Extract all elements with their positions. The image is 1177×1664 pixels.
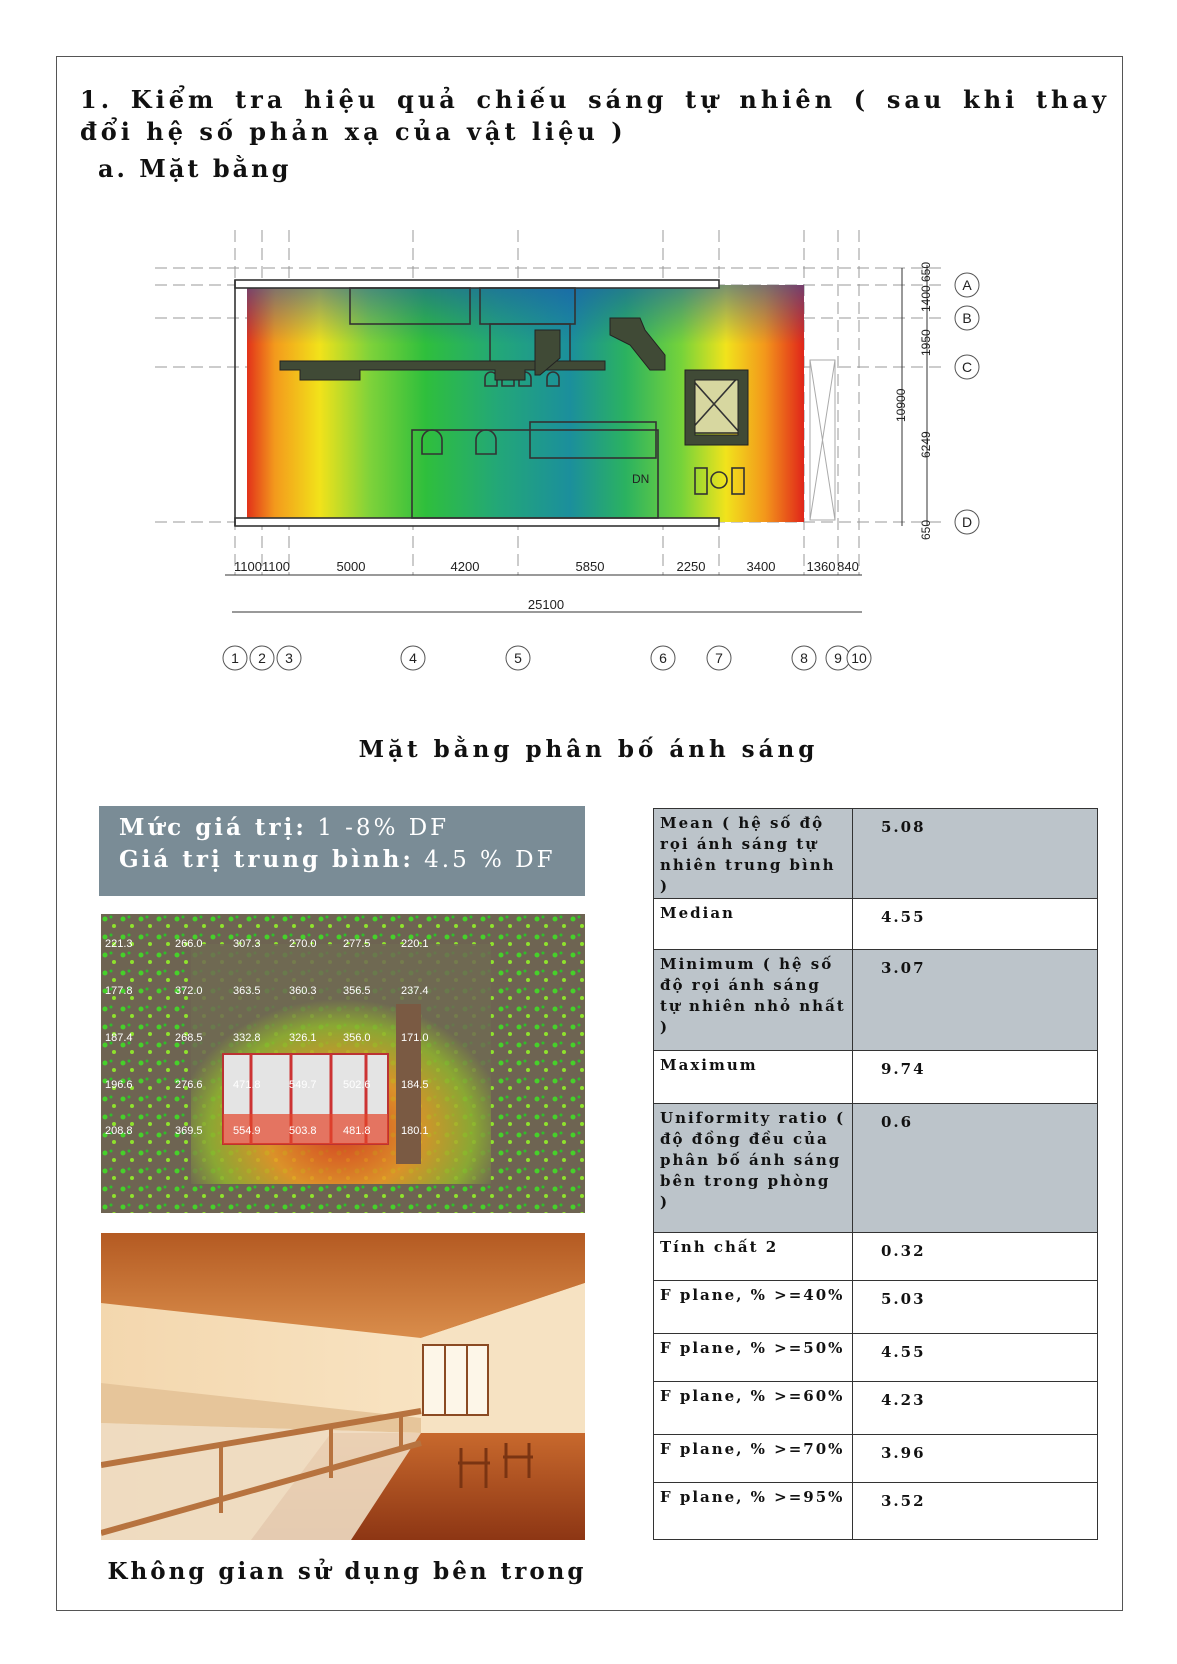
col-dim-total: 25100	[527, 597, 565, 612]
heatmap-value: 554.9	[233, 1125, 261, 1137]
stats-row	[654, 1233, 1098, 1281]
heatmap-value: 356.0	[343, 1032, 371, 1044]
stats-row	[654, 1382, 1098, 1435]
heatmap-value: 276.6	[175, 1079, 203, 1091]
col-dim: 1100	[262, 559, 290, 574]
stats-row	[654, 1051, 1098, 1104]
df-info-box	[99, 806, 585, 896]
heatmap-value: 266.0	[175, 938, 203, 950]
heatmap-value: 372.0	[175, 985, 203, 997]
heatmap-value: 237.4	[401, 985, 429, 997]
col-dim: 1360	[806, 559, 836, 574]
section-title: 1. Kiểm tra hiệu quả chiếu sáng tự nhiên ( sau khi thay đổi hệ số phản xạ của vật liệu )	[80, 85, 1110, 146]
heatmap-value: 356.5	[343, 985, 371, 997]
col-dim: 5000	[336, 559, 366, 574]
section-subtitle: a. Mặt bằng	[98, 154, 292, 183]
row-dim: 650	[919, 261, 933, 282]
stats-row	[654, 899, 1098, 950]
heatmap-value: 549.7	[289, 1079, 317, 1091]
heatmap-value: 307.3	[233, 938, 261, 950]
heatmap-value: 277.5	[343, 938, 371, 950]
axis-label-row: C	[961, 359, 973, 375]
axis-label-col: 9	[834, 650, 842, 666]
daylight-stats-table	[653, 808, 1098, 1540]
heatmap-value: 220.1	[401, 938, 429, 950]
daylight-floor-plan	[150, 230, 1030, 710]
col-dim: 1100	[234, 559, 262, 574]
heatmap-value: 502.6	[343, 1079, 371, 1091]
stats-value: 0.32	[853, 1233, 1098, 1281]
stats-label: Uniformity ratio ( độ đồng đều của phân bố ánh sáng bên trong phòng )	[654, 1104, 853, 1233]
row-dim: 6249	[919, 431, 933, 458]
axis-label-col: 7	[715, 650, 723, 666]
col-dim: 840	[837, 559, 859, 574]
stats-value: 3.07	[853, 950, 1098, 1051]
stats-value: 0.6	[853, 1104, 1098, 1233]
stats-label: F plane, % >=40%	[654, 1281, 853, 1334]
row-dim: 1950	[919, 329, 933, 356]
heatmap-value: 268.5	[175, 1032, 203, 1044]
heatmap-value: 177.8	[105, 985, 133, 997]
stats-label: F plane, % >=70%	[654, 1435, 853, 1483]
heatmap-value: 326.1	[289, 1032, 317, 1044]
df-average-label: Giá trị trung bình:	[119, 846, 414, 873]
col-dim: 3400	[746, 559, 776, 574]
stats-label: Tính chất 2	[654, 1233, 853, 1281]
row-dim: 650	[919, 519, 933, 540]
heatmap-value: 184.5	[401, 1079, 429, 1091]
axis-label-col: 6	[659, 650, 667, 666]
df-range-value: 1 -8% DF	[317, 815, 450, 841]
heatmap-value: 503.8	[289, 1125, 317, 1137]
plan-caption: Mặt bằng phân bố ánh sáng	[358, 736, 819, 763]
col-dim: 2250	[676, 559, 706, 574]
stats-row	[654, 1435, 1098, 1483]
stats-row	[654, 950, 1098, 1051]
stats-label: F plane, % >=95%	[654, 1483, 853, 1540]
stats-label: Mean ( hệ số độ rọi ánh sáng tự nhiên trung bình )	[654, 809, 853, 899]
stats-value: 9.74	[853, 1051, 1098, 1104]
stats-label: Median	[654, 899, 853, 950]
axis-label-col: 4	[409, 650, 417, 666]
axis-label-col: 5	[514, 650, 522, 666]
stats-label: Minimum ( hệ số độ rọi ánh sáng tự nhiên nhỏ nhất )	[654, 950, 853, 1051]
heatmap-value: 481.8	[343, 1125, 371, 1137]
axis-label-col: 10	[851, 650, 867, 666]
stats-label: Maximum	[654, 1051, 853, 1104]
stats-label: F plane, % >=60%	[654, 1382, 853, 1435]
stats-row	[654, 1104, 1098, 1233]
axis-label-col: 1	[231, 650, 239, 666]
stats-row	[654, 1334, 1098, 1382]
heatmap-value: 360.3	[289, 985, 317, 997]
col-dim: 5850	[575, 559, 605, 574]
axis-label-row: B	[962, 310, 972, 326]
heatmap-value: 332.8	[233, 1032, 261, 1044]
axis-label-row: D	[961, 514, 973, 530]
heatmap-value: 180.1	[401, 1125, 429, 1137]
df-average-value: 4.5 % DF	[424, 847, 556, 873]
heatmap-value: 471.8	[233, 1079, 261, 1091]
axis-label-row: A	[962, 277, 972, 293]
stats-label: F plane, % >=50%	[654, 1334, 853, 1382]
df-range-line	[119, 812, 585, 844]
heatmap-value: 221.3	[105, 938, 133, 950]
axis-label-col: 8	[800, 650, 808, 666]
stats-value: 3.96	[853, 1435, 1098, 1483]
interior-render	[101, 1233, 585, 1540]
axis-label-col: 2	[258, 650, 266, 666]
heatmap-value: 196.6	[105, 1079, 133, 1091]
stats-value: 4.55	[853, 1334, 1098, 1382]
heatmap-value: 208.8	[105, 1125, 133, 1137]
stats-value: 5.03	[853, 1281, 1098, 1334]
df-range-label: Mức giá trị:	[119, 814, 307, 841]
room-label: DN	[632, 472, 650, 486]
illuminance-rendering	[101, 914, 585, 1213]
stats-row	[654, 1281, 1098, 1334]
col-dim: 4200	[450, 559, 480, 574]
heatmap-value: 369.5	[175, 1125, 203, 1137]
stats-value: 3.52	[853, 1483, 1098, 1540]
stats-row	[654, 1483, 1098, 1540]
heatmap-value: 171.0	[401, 1032, 429, 1044]
heatmap-value: 363.5	[233, 985, 261, 997]
axis-label-col: 3	[285, 650, 293, 666]
row-dim-total: 10900	[894, 388, 908, 422]
df-average-line	[119, 844, 585, 876]
render-caption: Không gian sử dụng bên trong	[107, 1558, 587, 1585]
heatmap-value: 187.4	[105, 1032, 133, 1044]
stats-value: 4.23	[853, 1382, 1098, 1435]
row-dim: 1400	[919, 285, 933, 312]
stats-value: 5.08	[853, 809, 1098, 899]
heatmap-value: 270.0	[289, 938, 317, 950]
stats-value: 4.55	[853, 899, 1098, 950]
stats-row	[654, 809, 1098, 899]
